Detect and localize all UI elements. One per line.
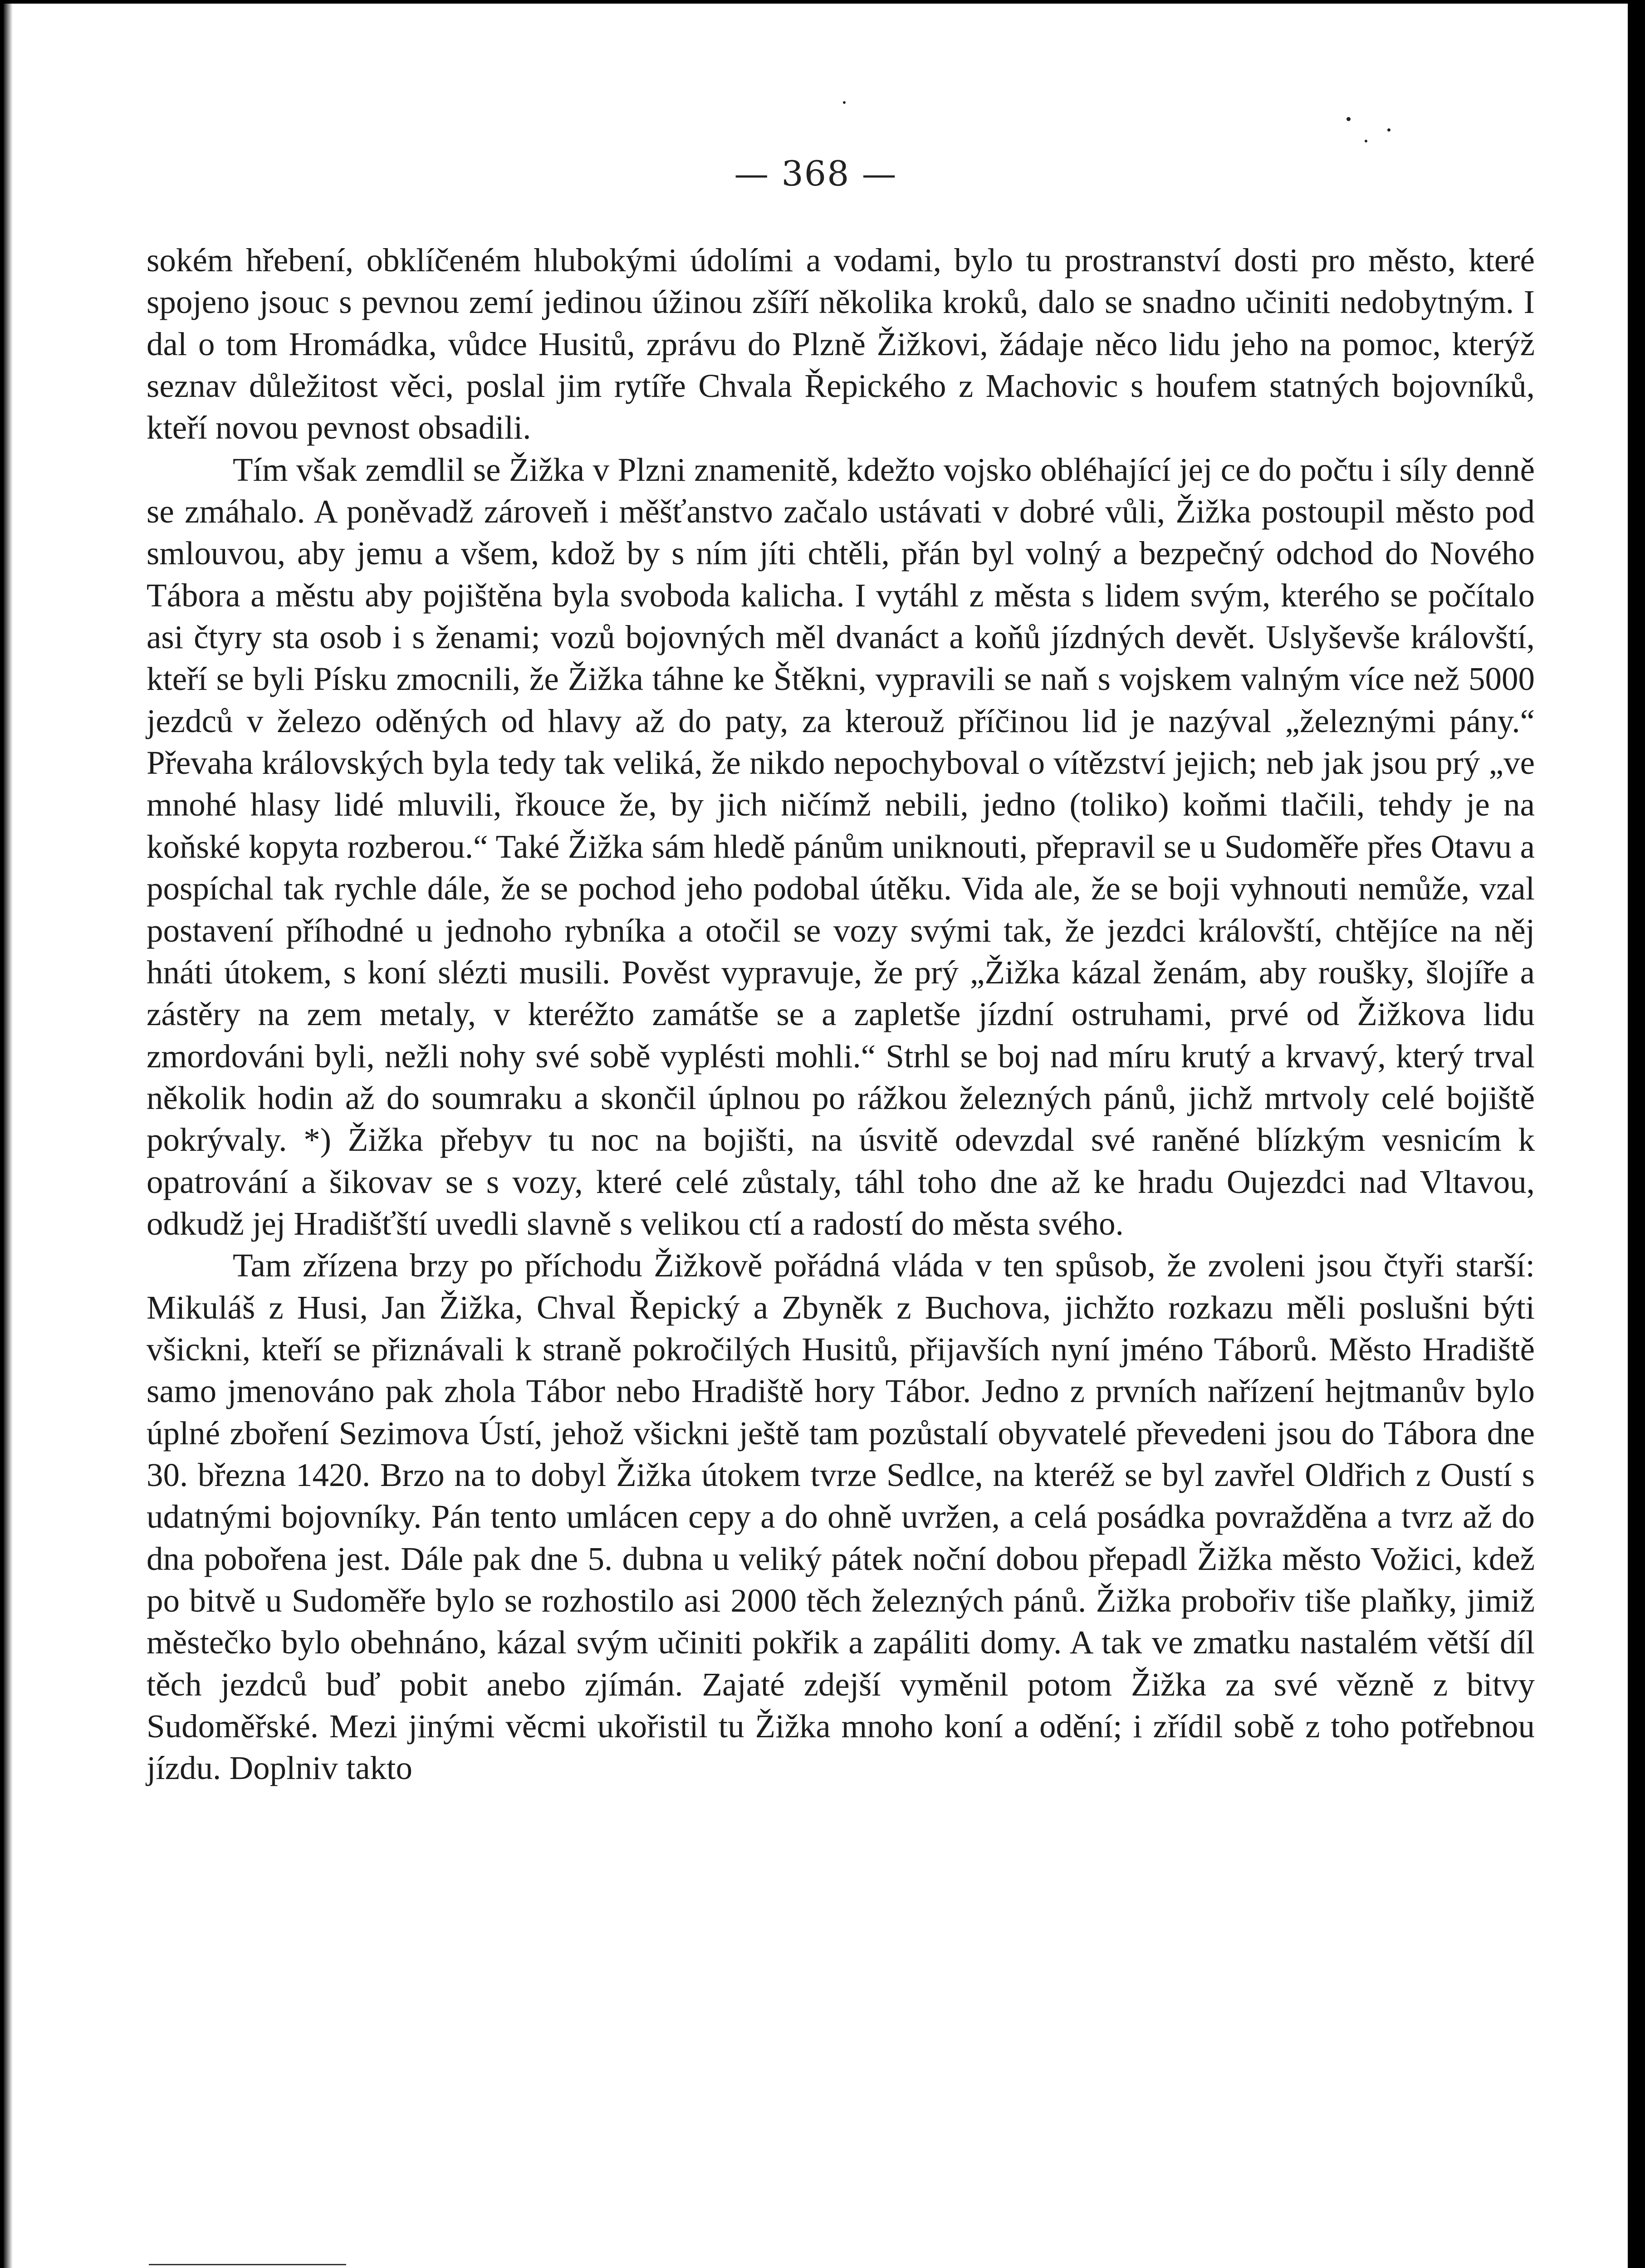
footnote-separator <box>149 2264 346 2265</box>
main-text <box>147 240 1535 1789</box>
scan-speck <box>843 101 846 104</box>
paragraph: Tam zřízena brzy po příchodu Žižkově pořádná vláda v ten spůsob, že zvoleni jsou čtyři starší: Mikuláš z Husi, Jan Žižka, Chval Řepický a Zbyněk z Buchova, jichžto rozkazu měli poslušni býti všickni, kteří se přiznávali k straně pokročilých Husitů, přijavších nyní jméno Táborů. Město Hradiště samo jmenováno pak zhola Tábor nebo Hradiště hory Tábor. Jedno z prvních nařízení hejtmanův bylo úplné zboření Sezimova Ústí, jehož všickni ještě tam pozůstalí obyvatelé převedeni jsou do Tábora dne 30. března 1420. Brzo na to dobyl Žižka útokem tvrze Sedlce, na kteréž se byl zavřel Oldřich z Oustí s udatnými bojovníky. Pán tento umlácen cepy a do ohně uvržen, a celá posádka povražděna a tvrz až do dna pobořena jest. Dále pak dne 5. dubna u veliký pátek noční dobou přepadl Žižka město Vožici, kdež po bitvě u Sudoměře bylo se rozhostilo asi 2000 těch železných pánů. Žižka probořiv tiše plaňky, jimiž městečko bylo obehnáno, kázal svým učiniti pokřik a zapáliti domy. A tak ve zmatku nastalém větší díl těch jezdců buď pobit anebo zjímán. Zajaté zdejší vyměnil potom Žižka za své vězně z bitvy Sudoměřské. Mezi jinými věcmi ukořistil tu Žižka mnoho koní a odění; i zřídil sobě z toho potřebnou jízdu. Doplniv takto <box>147 1247 1535 1787</box>
scan-speck <box>1387 128 1390 132</box>
page-number: — 368 — <box>734 153 897 194</box>
book-page <box>4 4 1628 2268</box>
page-edge-shadow <box>4 4 13 2268</box>
paragraph: sokém hřebení, obklíčeném hlubokými údolími a vodami, bylo tu prostranství dosti pro město, které spojeno jsouc s pevnou zemí jedinou úžinou zšíří několika kroků, dalo se snadno učiniti nedobytným. I dal o tom Hromádka, vůdce Husitů, zprávu do Plzně Žižkovi, žádaje něco lidu jeho na pomoc, kterýž seznav důležitost věci, poslal jim rytíře Chvala Řepického z Machovic s houfem statných bojovníků, kteří novou pevnost obsadili. <box>147 242 1535 446</box>
scan-speck <box>1365 140 1367 142</box>
paragraph: Tím však zemdlil se Žižka v Plzni znamenitě, kdežto vojsko obléhající jej ce do počtu i síly denně se zmáhalo. A poněvadž zároveň i měšťanstvo začalo ustávati v dobré vůli, Žižka postoupil město pod smlouvou, aby jemu a všem, kdož by s ním jíti chtěli, přán byl volný a bezpečný odchod do Nového Tábora a městu aby pojištěna byla svoboda kalicha. I vytáhl z města s lidem svým, kterého se počítalo asi čtyry sta osob i s ženami; vozů bojovných měl dvanáct a koňů jízdných devět. Uslyševše královští, kteří se byli Písku zmocnili, že Žižka táhne ke Štěkni, vypravili se naň s vojskem valným více než 5000 jezdců v železo oděných od hlavy až do paty, za kterouž příčinou lid je nazýval „železnými pány.“ Převaha královských byla tedy tak veliká, že nikdo nepochyboval o vítězství jejich; neb jak jsou prý „ve mnohé hlasy lidé mluvili, řkouce že, by jich ničímž nebili, jedno (toliko) koňmi tlačili, tehdy je na koňské kopyta rozberou.“ Také Žižka sám hledě pánům uniknouti, přepravil se u Sudoměře přes Otavu a pospíchal tak rychle dále, že se pochod jeho podobal útěku. Vida ale, že se boji vyhnouti nemůže, vzal postavení příhodné u jednoho rybníka a otočil se vozy svými tak, že jezdci královští, chtějíce na něj hnáti útokem, s koní slézti musili. Pověst vypravuje, že prý „Žižka kázal ženám, aby roušky, šlojíře a zástěry na zem metaly, v kteréžto zamátše se a zapletše jízdní ostruhami, prvé od Žižkova lidu zmordováni byli, nežli nohy své sobě vyplésti mohli.“ Strhl se boj nad míru krutý a krvavý, který trval několik hodin až do soumraku a skončil úplnou po rážkou železných pánů, jichž mrtvoly celé bojiště pokrývaly. *) Žižka přebyv tu noc na bojišti, na úsvitě odevzdal své raněné blízkým vesnicím k opatrování a šikovav se s vozy, které celé zůstaly, táhl toho dne až ke hradu Oujezdci nad Vltavou, odkudž jej Hradišťští uvedli slavně s velikou ctí a radostí do města svého. <box>147 451 1535 1242</box>
scan-speck <box>1346 117 1351 121</box>
